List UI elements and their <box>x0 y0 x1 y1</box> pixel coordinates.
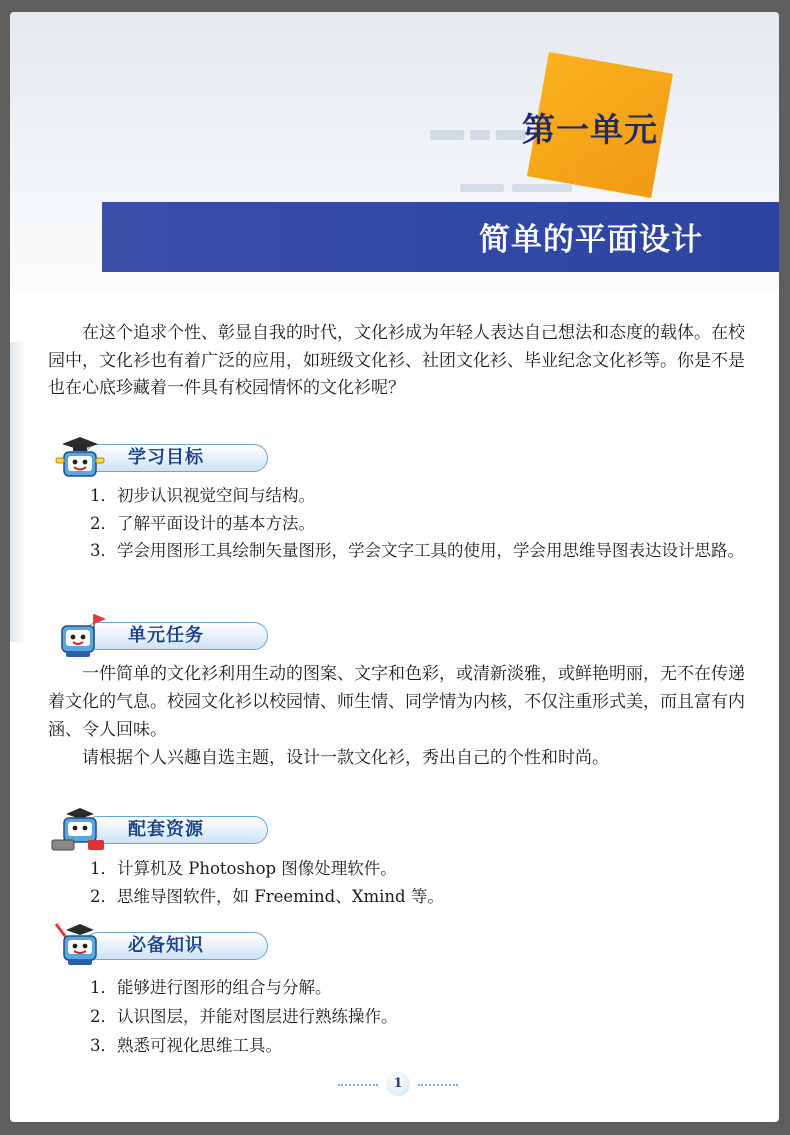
page-edge-shadow <box>10 342 26 642</box>
resource-item-1: 1．计算机及 Photoshop 图像处理软件。 <box>90 859 397 878</box>
intro-text: 在这个追求个性、彰显自我的时代，文化衫成为年轻人表达自己想法和态度的载体。在校园中，文化衫也有着广泛的应用，如班级文化衫、社团文化衫、毕业纪念文化衫等。你是不是也在心底珍藏着一件具有校园情怀的文化衫呢？ <box>48 323 745 398</box>
chapter-title: 简单的平面设计 <box>479 222 703 258</box>
mascot-pen-icon <box>48 920 108 970</box>
page-number <box>328 1072 468 1098</box>
knowledge-item-2: 2．认识图层，并能对图层进行熟练操作。 <box>90 1007 398 1026</box>
objective-item-2: 2．了解平面设计的基本方法。 <box>90 514 315 533</box>
section-title: 必备知识 <box>128 935 204 956</box>
mascot-flag-icon <box>48 610 108 660</box>
page-number-badge: 1 <box>386 1072 410 1096</box>
section-title: 学习目标 <box>128 447 204 468</box>
objective-item-3: 3．学会用图形工具绘制矢量图形，学会文字工具的使用，学会用思维导图表达设计思路。 <box>90 541 744 560</box>
section-objectives-header <box>48 432 288 482</box>
task-paragraphs <box>48 660 748 772</box>
textbook-page <box>10 12 779 1122</box>
knowledge-item-3: 3．熟悉可视化思维工具。 <box>90 1036 282 1055</box>
task-paragraph-2: 请根据个人兴趣自选主题，设计一款文化衫，秀出自己的个性和时尚。 <box>82 748 609 768</box>
chapter-banner <box>102 202 779 272</box>
mascot-graduate-icon <box>48 432 108 482</box>
unit-title: 第一单元 <box>522 110 658 149</box>
intro-paragraph <box>48 320 748 403</box>
section-title: 单元任务 <box>128 625 204 646</box>
page-number-dots-left <box>338 1084 378 1086</box>
mascot-computer-icon <box>48 804 108 854</box>
section-task-header <box>48 610 288 660</box>
section-title: 配套资源 <box>128 819 204 840</box>
objective-item-1: 1．初步认识视觉空间与结构。 <box>90 486 315 505</box>
task-paragraph-1: 一件简单的文化衫利用生动的图案、文字和色彩，或清新淡雅，或鲜艳明丽，无不在传递着文化的气息。校园文化衫以校园情、师生情、同学情为内核，不仅注重形式美，而且富有内涵、令人回味。 <box>48 664 745 740</box>
knowledge-item-1: 1．能够进行图形的组合与分解。 <box>90 978 332 997</box>
resource-item-2: 2．思维导图软件，如 Freemind、Xmind 等。 <box>90 887 444 906</box>
section-knowledge-header <box>48 920 288 970</box>
section-resources-header <box>48 804 288 854</box>
page-number-dots-right <box>418 1084 458 1086</box>
